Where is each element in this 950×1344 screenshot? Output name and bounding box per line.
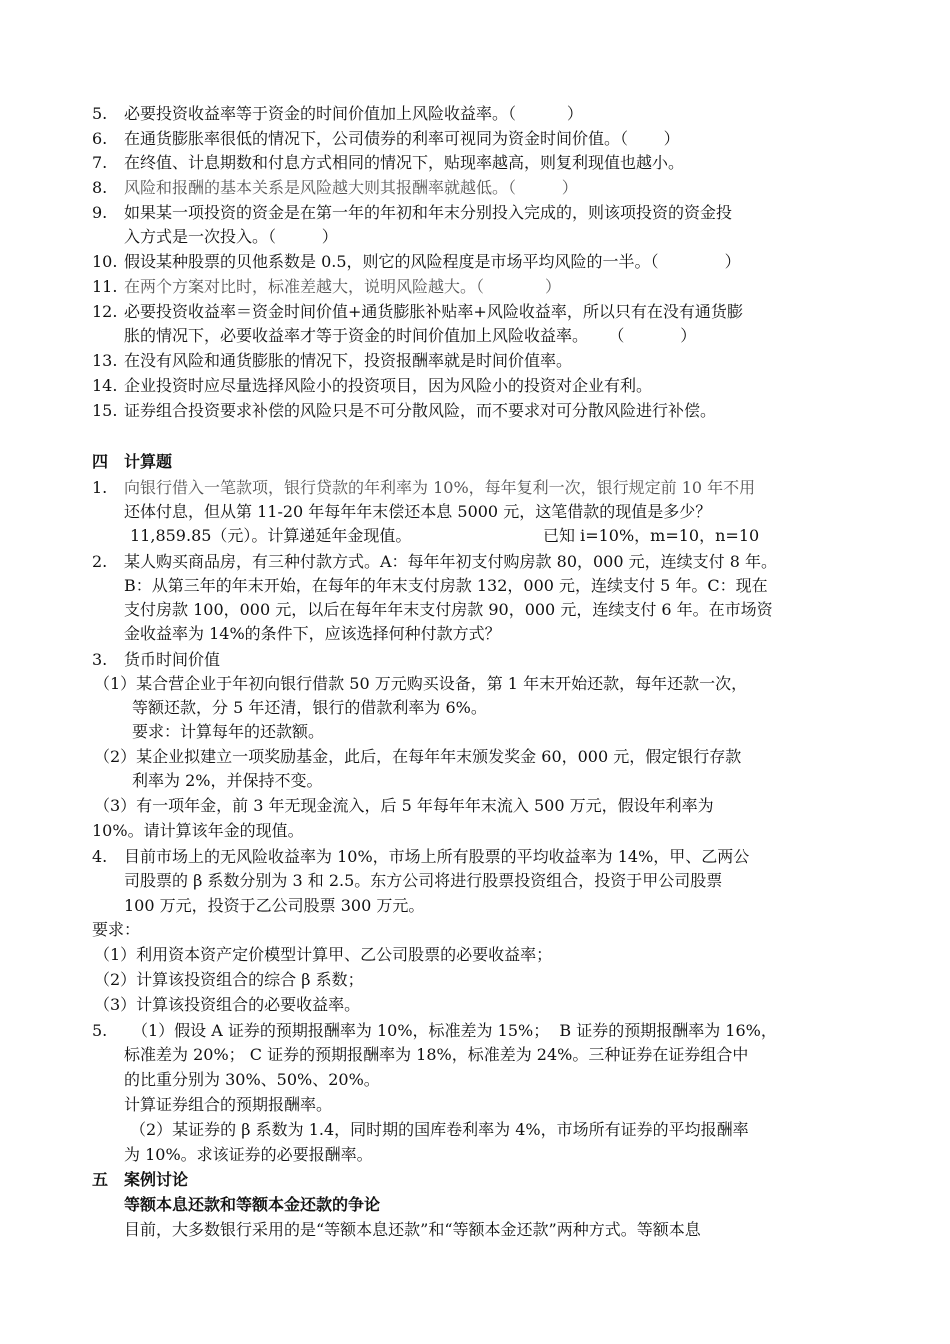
question-5-line-5: （2）某证券的 β 系数为 1.4，同时期的国库卷利率为 4%，市场所有证券的平均报酬率 <box>130 1120 749 1139</box>
judgment-item-12-cont: 胀的情况下，必要收益率才等于资金的时间价值加上风险收益率。 （ ） <box>124 326 697 345</box>
question-4-requirement-1: （1）利用资本资产定价模型计算甲、乙公司股票的必要收益率； <box>94 945 553 964</box>
judgment-item-14: 企业投资时应尽量选择风险小的投资项目，因为风险小的投资对企业有利。 <box>124 376 653 395</box>
judgment-item-13: 在没有风险和通货膨胀的情况下，投资报酬率就是时间价值率。 <box>124 351 573 370</box>
judgment-item-6: 在通货膨胀率很低的情况下，公司债券的利率可视同为资金时间价值。（ ） <box>124 129 680 148</box>
question-1-answer: 11,859.85（元）。计算递延年金现值。 <box>130 526 412 545</box>
judgment-item-9: 如果某一项投资的资金是在第一年的年初和年末分别投入完成的，则该项投资的资金投 <box>124 203 733 222</box>
question-2-line-1: 某人购买商品房，有三种付款方式。A：每年年初支付购房款 80，000 元，连续支付 8 年。 <box>124 552 777 571</box>
question-1-given: 已知 i=10%，m=10，n=10 <box>543 526 760 545</box>
question-4-requirement-2: （2）计算该投资组合的综合 β 系数； <box>94 970 364 989</box>
question-1-line-2: 还体付息，但从第 11-20 年每年年末偿还本息 5000 元，这笔借款的现值是多少？ <box>124 502 712 521</box>
question-1-line-1: 向银行借入一笔款项，银行贷款的年利率为 10%，每年复利一次，银行规定前 10 年不用 <box>124 478 756 497</box>
judgment-item-10: 假设某种股票的贝他系数是 0.5，则它的风险程度是市场平均风险的一半。（ ） <box>124 252 741 271</box>
judgment-item-15: 证券组合投资要求补偿的风险只是不可分散风险，而不要求对可分散风险进行补偿。 <box>124 401 717 420</box>
question-3-title: 货币时间价值 <box>124 650 221 669</box>
question-number: 1. <box>92 478 108 497</box>
item-number: 10. <box>92 252 118 271</box>
item-number: 12. <box>92 302 118 321</box>
case-paragraph: 目前，大多数银行采用的是“等额本息还款”和“等额本金还款”两种方式。等额本息 <box>124 1220 701 1239</box>
question-3-part-1-line-1: （1）某合营企业于年初向银行借款 50 万元购买设备，第 1 年末开始还款，每年还款一次， <box>94 674 748 693</box>
judgment-item-7: 在终值、计息期数和付息方式相同的情况下，贴现率越高，则复利现值也越小。 <box>124 153 685 172</box>
item-number: 6. <box>92 129 108 148</box>
item-number: 7. <box>92 153 108 172</box>
question-5-line-2: 标准差为 20%； C 证券的预期报酬率为 18%，标准差为 24%。三种证券在证券组合中 <box>124 1045 749 1064</box>
question-2-line-4: 金收益率为 14%的条件下，应该选择何种付款方式？ <box>124 624 501 643</box>
question-3-part-2-line-2: 利率为 2%，并保持不变。 <box>132 771 323 790</box>
section-title-calculation: 计算题 <box>124 452 173 471</box>
item-number: 8. <box>92 178 108 197</box>
section-number: 四 <box>92 452 109 471</box>
item-number: 5. <box>92 104 108 123</box>
case-subtitle: 等额本息还款和等额本金还款的争论 <box>124 1195 381 1214</box>
question-3-part-1-requirement: 要求：计算每年的还款额。 <box>132 722 325 741</box>
item-number: 14. <box>92 376 118 395</box>
judgment-item-5: 必要投资收益率等于资金的时间价值加上风险收益率。（ ） <box>124 104 583 123</box>
item-number: 15. <box>92 401 118 420</box>
judgment-item-12: 必要投资收益率＝资金时间价值+通货膨胀补贴率+风险收益率，所以只有在没有通货膨 <box>124 302 743 321</box>
judgment-item-9-cont: 入方式是一次投入。（ ） <box>124 227 338 246</box>
question-2-line-2: B：从第三年的年末开始，在每年的年末支付房款 132，000 元，连续支付 5 年。C：现在 <box>124 576 768 595</box>
question-3-part-1-line-2: 等额还款，分 5 年还清，银行的借款利率为 6%。 <box>132 698 487 717</box>
question-4-line-2: 司股票的 β 系数分别为 3 和 2.5。东方公司将进行股票投资组合，投资于甲公司股票 <box>124 871 723 890</box>
question-4-requirement-label: 要求： <box>92 920 141 939</box>
item-number: 11. <box>92 277 118 296</box>
question-5-line-3: 的比重分别为 30%、50%、20%。 <box>124 1070 380 1089</box>
judgment-item-11: 在两个方案对比时，标准差越大，说明风险越大。（ ） <box>124 277 562 296</box>
question-2-line-3: 支付房款 100，000 元，以后在每年年末支付房款 90，000 元，连续支付 6 年。在市场资 <box>124 600 773 619</box>
section-title-case: 案例讨论 <box>124 1170 189 1189</box>
question-number: 2. <box>92 552 108 571</box>
question-4-line-3: 100 万元，投资于乙公司股票 300 万元。 <box>124 896 425 915</box>
question-5-line-1: （1）假设 A 证券的预期报酬率为 10%，标准差为 15%； B 证券的预期报酬率为 16%， <box>132 1021 777 1040</box>
item-number: 9. <box>92 203 108 222</box>
question-5-line-4: 计算证券组合的预期报酬率。 <box>124 1095 333 1114</box>
question-number: 4. <box>92 847 108 866</box>
question-3-part-3-line-1: （3）有一项年金，前 3 年无现金流入，后 5 年每年年末流入 500 万元，假设年利率为 <box>94 796 714 815</box>
question-4-requirement-3: （3）计算该投资组合的必要收益率。 <box>94 995 361 1014</box>
judgment-item-8: 风险和报酬的基本关系是风险越大则其报酬率就越低。（ ） <box>124 178 578 197</box>
question-4-line-1: 目前市场上的无风险收益率为 10%，市场上所有股票的平均收益率为 14%，甲、乙两公 <box>124 847 750 866</box>
item-number: 13. <box>92 351 118 370</box>
section-number: 五 <box>92 1170 109 1189</box>
question-5-line-6: 为 10%。求该证券的必要报酬率。 <box>124 1145 373 1164</box>
question-3-part-3-line-2: 10%。请计算该年金的现值。 <box>92 821 304 840</box>
question-3-part-2-line-1: （2）某企业拟建立一项奖励基金，此后，在每年年末颁发奖金 60，000 元，假定银行存款 <box>94 747 742 766</box>
question-number: 5. <box>92 1021 108 1040</box>
question-number: 3. <box>92 650 108 669</box>
